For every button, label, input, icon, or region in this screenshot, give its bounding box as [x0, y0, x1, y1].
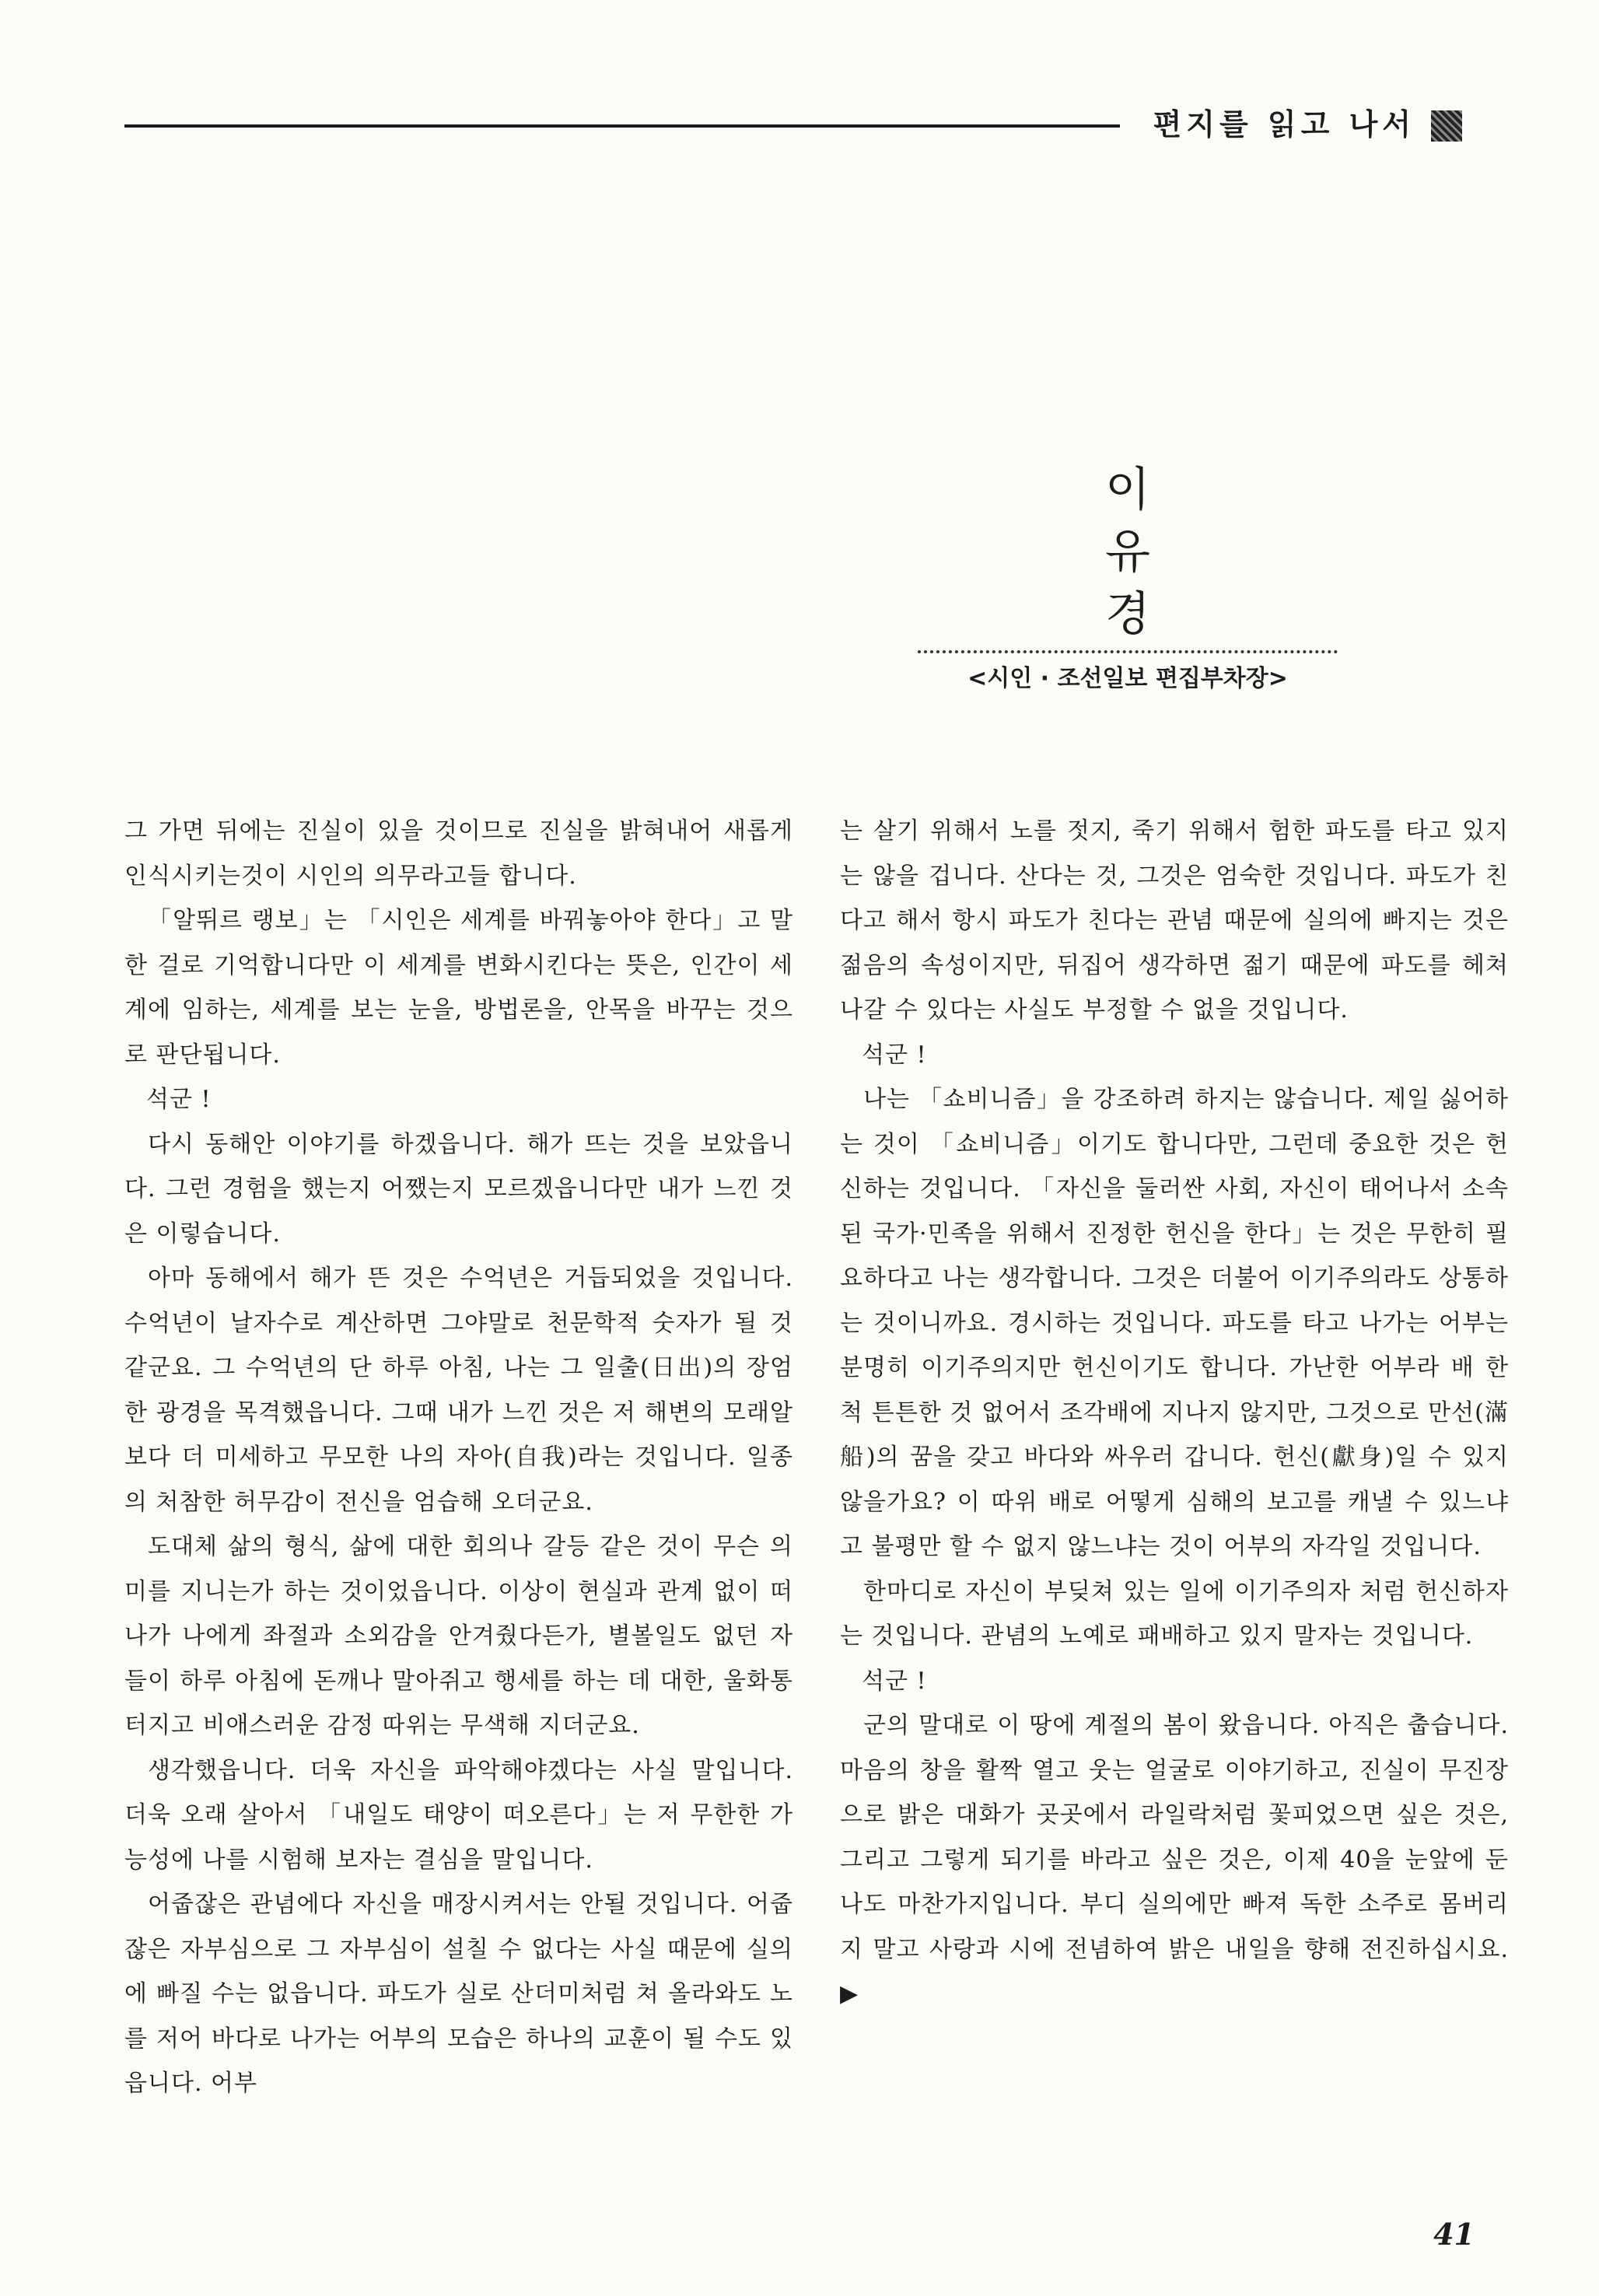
- paragraph: 도대체 삶의 형식, 삶에 대한 회의나 갈등 같은 것이 무슨 의미를 지니는가 하는 것이었읍니다. 이상이 현실과 관계 없이 떠나가 나에게 좌절과 소외감을 안겨줬다든가, 별볼일도 없던 자들이 하루 아침에 돈깨나 말아쥐고 행세를 하는 데 대한, 울화통 터지고 비애스러운 감정 따위는 무색해 지더군요.: [124, 1533, 793, 1739]
- author-name: 이 유 경: [1105, 463, 1242, 642]
- paragraph: 다시 동해안 이야기를 하겠읍니다. 해가 뜨는 것을 보았읍니다. 그런 경험을 했는지 어쨌는지 모르겠읍니다만 내가 느낀 것은 이렇습니다.: [124, 1130, 793, 1248]
- paragraph: 어줍잖은 관념에다 자신을 매장시켜서는 안될 것입니다. 어줍잖은 자부심으로 그 자부심이 설칠 수 없다는 사실 때문에 실의에 빠질 수는 없읍니다. 파도가 실로 산더미처럼 쳐 올라와도 노를 저어 바다로 나가는 어부의 모습은 하나의 교훈이 될 수도 있읍니다. 어부: [124, 1891, 793, 2097]
- paragraph: 는 살기 위해서 노를 젓지, 죽기 위해서 험한 파도를 타고 있지는 않을 겁니다. 산다는 것, 그것은 엄숙한 것입니다. 파도가 친다고 해서 항시 파도가 친다는 관념 때문에 실의에 빠지는 것은 젊음의 속성이지만, 뒤집어 생각하면 젊기 때문에 파도를 헤쳐 나갈 수 있다는 사실도 부정할 수 없을 것입니다.: [840, 817, 1509, 1024]
- salutation: 석군 !: [146, 1086, 212, 1113]
- paragraph: 군의 말대로 이 땅에 계절의 봄이 왔읍니다. 아직은 춥습니다. 마음의 창을 활짝 열고 웃는 얼굴로 이야기하고, 진실이 무진장으로 밝은 대화가 곳곳에서 라일락처럼 꽃피었으면 싶은 것은, 그리고 그렇게 되기를 바라고 싶은 것은, 이제 40을 눈앞에 둔 나도 마찬가지입니다. 부디 실의에만 빠져 독한 소주로 몸버리지 말고 사랑과 시에 전념하여 밝은 내일을 향해 전진하십시요. ▶: [840, 1712, 1509, 2007]
- author-byline: [910, 459, 1345, 698]
- salutation: 석군 !: [862, 1041, 927, 1069]
- right-column: [840, 809, 1509, 2017]
- paragraph: 아마 동해에서 해가 뜬 것은 수억년은 거듭되었을 것입니다. 수억년이 날자수로 계산하면 그야말로 천문학적 숫자가 될 것 같군요. 그 수억년의 단 하루 아침, 나는 그 일출(日出)의 장엄한 광경을 목격했읍니다. 그때 내가 느낀 것은 저 해변의 모래알 보다 더 미세하고 무모한 나의 자아(自我)라는 것입니다. 일종의 처참한 허무감이 전신을 엄습해 오더군요.: [124, 1265, 793, 1516]
- paragraph: 그 가면 뒤에는 진실이 있을 것이므로 진실을 밝혀내어 새롭게 인식시키는것이 시인의 의무라고들 합니다.: [124, 817, 793, 890]
- salutation: 석군 !: [862, 1667, 927, 1695]
- paragraph: 나는 「쇼비니즘」을 강조하려 하지는 않습니다. 제일 싫어하는 것이 「쇼비니즘」이기도 합니다만, 그런데 중요한 것은 헌신하는 것입니다. 「자신을 둘러싼 사회, 자신이 태어나서 소속된 국가·민족을 위해서 진정한 헌신을 한다」는 것은 무한히 필요하다고 나는 생각합니다. 그것은 더불어 이기주의라도 상통하는 것이니까요. 경시하는 것입니다. 파도를 타고 나가는 어부는 분명히 이기주의지만 헌신이기도 합니다. 가난한 어부라 배 한척 튼튼한 것 없어서 조각배에 지나지 않지만, 그것으로 만선(滿船)의 꿈을 갖고 바다와 싸우러 갑니다. 헌신(獻身)일 수 있지 않을가요? 이 따위 배로 어떻게 심해의 보고를 캐낼 수 있느냐고 불평만 할 수 없지 않느냐는 것이 어부의 자각일 것입니다.: [840, 1086, 1510, 1560]
- paragraph: 한마디로 자신이 부딪쳐 있는 일에 이기주의자 처럼 헌신하자는 것입니다. 관념의 노예로 패배하고 있지 말자는 것입니다.: [840, 1577, 1509, 1650]
- section-title: 편지를 읽고 나서: [1153, 107, 1415, 142]
- hatched-square-icon: [1431, 110, 1462, 142]
- dotted-divider: [918, 650, 1338, 653]
- paragraph: 「알뛰르 랭보」는 「시인은 세계를 바꿔놓아야 한다」고 말한 걸로 기억합니다만 이 세계를 변화시킨다는 뜻은, 인간이 세계에 임하는, 세계를 보는 눈을, 방법론을, 안목을 바꾸는 것으로 판단됩니다.: [124, 907, 793, 1069]
- paragraph: 생각했읍니다. 더욱 자신을 파악해야겠다는 사실 말입니다. 더욱 오래 살아서 「내일도 태양이 떠오른다」는 저 무한한 가능성에 나를 시험해 보자는 결심을 말입니다.: [124, 1756, 793, 1874]
- section-header: [124, 101, 1462, 148]
- page-number: 41: [1433, 2217, 1475, 2252]
- header-rule: [124, 124, 1120, 128]
- left-column: [124, 809, 793, 2106]
- author-role: <시인 · 조선일보 편집부차장>: [967, 665, 1288, 692]
